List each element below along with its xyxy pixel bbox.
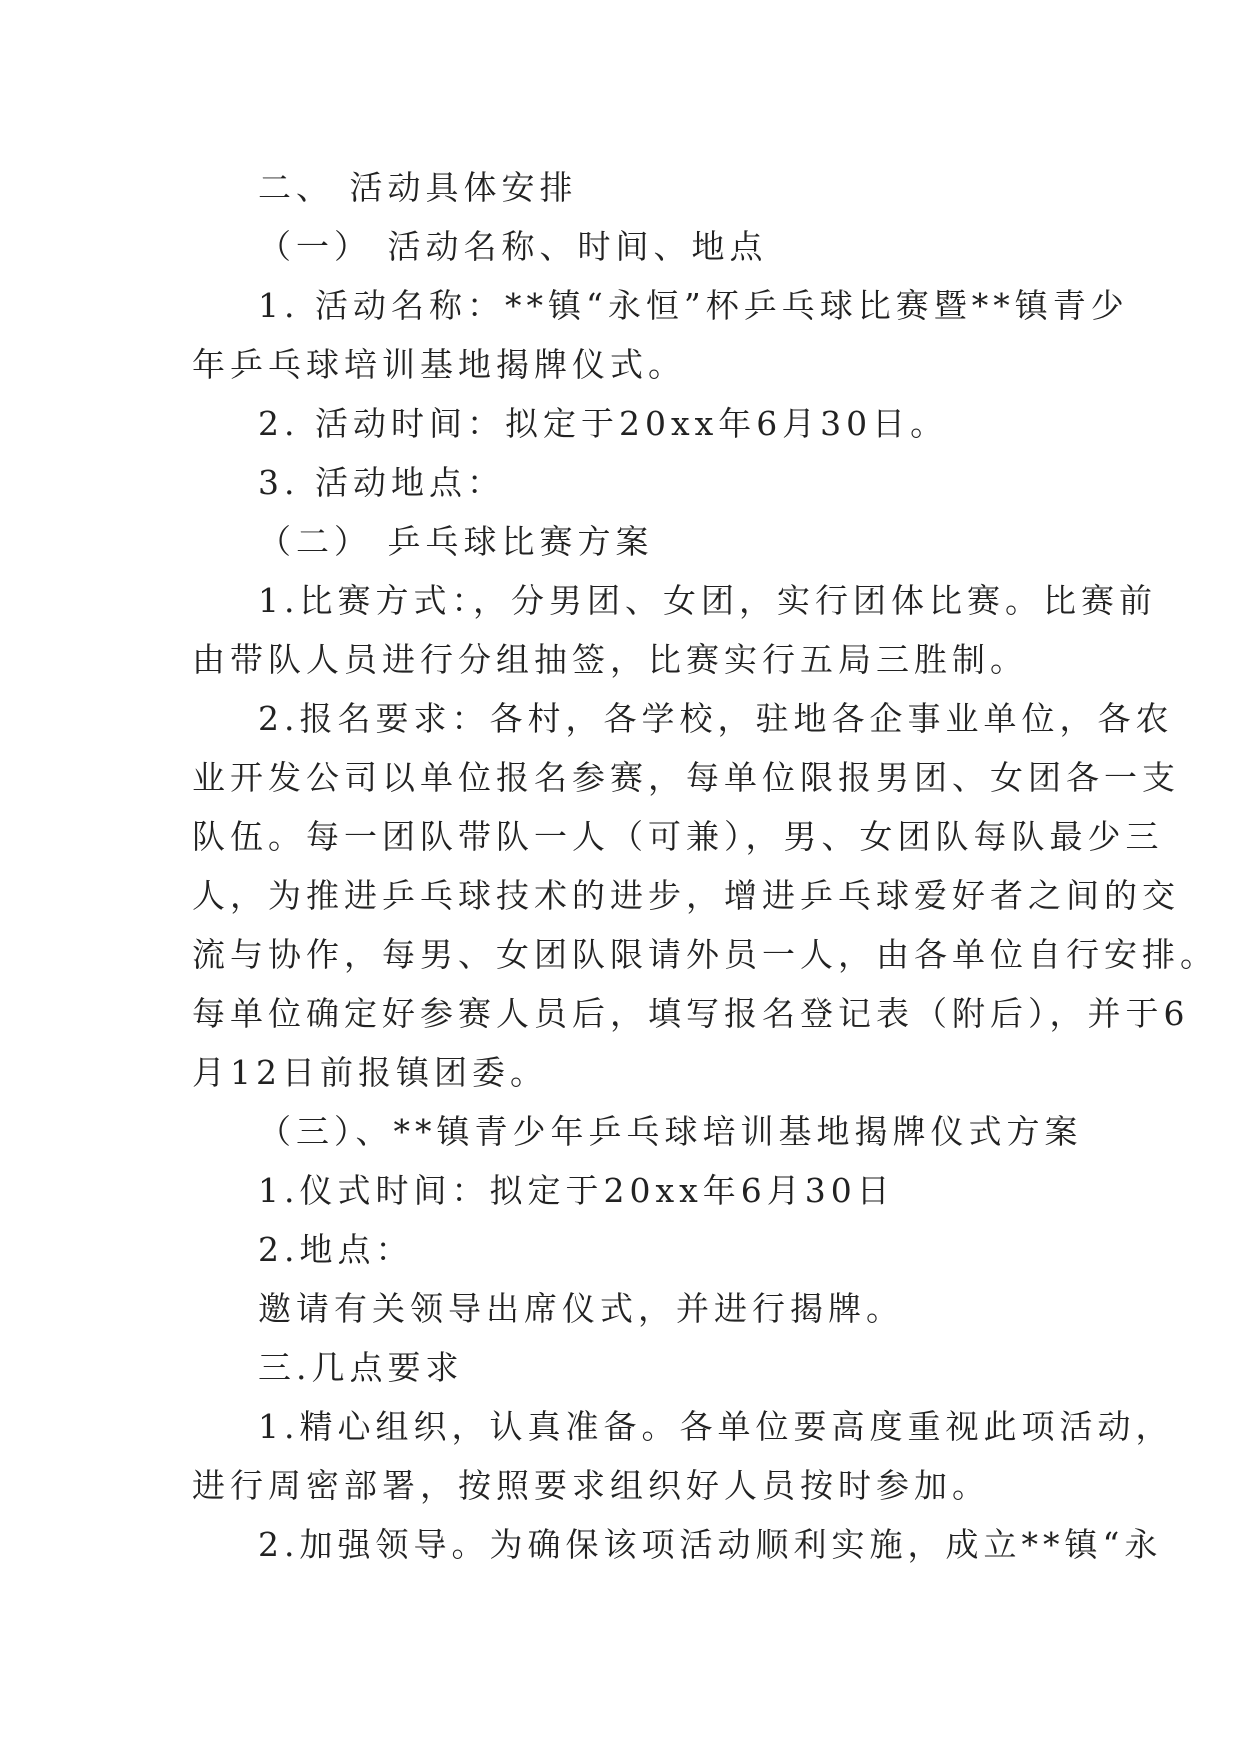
text-line: 进行周密部署，按照要求组织好人员按时参加。 [192,1466,990,1505]
text-line: 流与协作，每男、女团队限请外员一人，由各单位自行安排。 [192,935,1218,974]
text-line: 1.仪式时间：拟定于20xx年6月30日 [258,1171,895,1210]
text-line: 3. 活动地点： [258,463,505,502]
text-line: 二、 活动具体安排 [258,168,578,207]
text-line: 邀请有关领导出席仪式，并进行揭牌。 [258,1289,904,1328]
document-body [192,158,1218,1574]
text-line: 由带队人员进行分组抽签，比赛实行五局三胜制。 [192,640,1028,679]
text-line: 2.加强领导。为确保该项活动顺利实施，成立**镇“永 [258,1525,1163,1564]
text-line: （一） 活动名称、时间、地点 [258,227,768,266]
text-line: 三.几点要求 [258,1348,464,1387]
text-line: 年乒乓球培训基地揭牌仪式。 [192,345,686,384]
text-line: 1. 活动名称：**镇“永恒”杯乒乓球比赛暨**镇青少 [258,286,1129,325]
text-line: 1.精心组织，认真准备。各单位要高度重视此项活动， [258,1407,1174,1446]
text-line: 月12日前报镇团委。 [192,1053,548,1092]
text-line: 队伍。每一团队带队一人（可兼），男、女团队每队最少三 [192,817,1164,856]
text-line: 2. 活动时间：拟定于20xx年6月30日。 [258,404,949,443]
text-line: 业开发公司以单位报名参赛，每单位限报男团、女团各一支 [192,758,1180,797]
text-line: 每单位确定好参赛人员后，填写报名登记表（附后），并于6 [192,994,1190,1033]
text-line: 人，为推进乒乓球技术的进步，增进乒乓球爱好者之间的交 [192,876,1180,915]
text-line: （三）、**镇青少年乒乓球培训基地揭牌仪式方案 [258,1112,1083,1151]
text-line: 1.比赛方式：，分男团、女团，实行团体比赛。比赛前 [258,581,1157,620]
text-line: 2.地点： [258,1230,414,1269]
text-line: （二） 乒乓球比赛方案 [258,522,654,561]
text-line: 2.报名要求：各村，各学校，驻地各企事业单位，各农 [258,699,1174,738]
